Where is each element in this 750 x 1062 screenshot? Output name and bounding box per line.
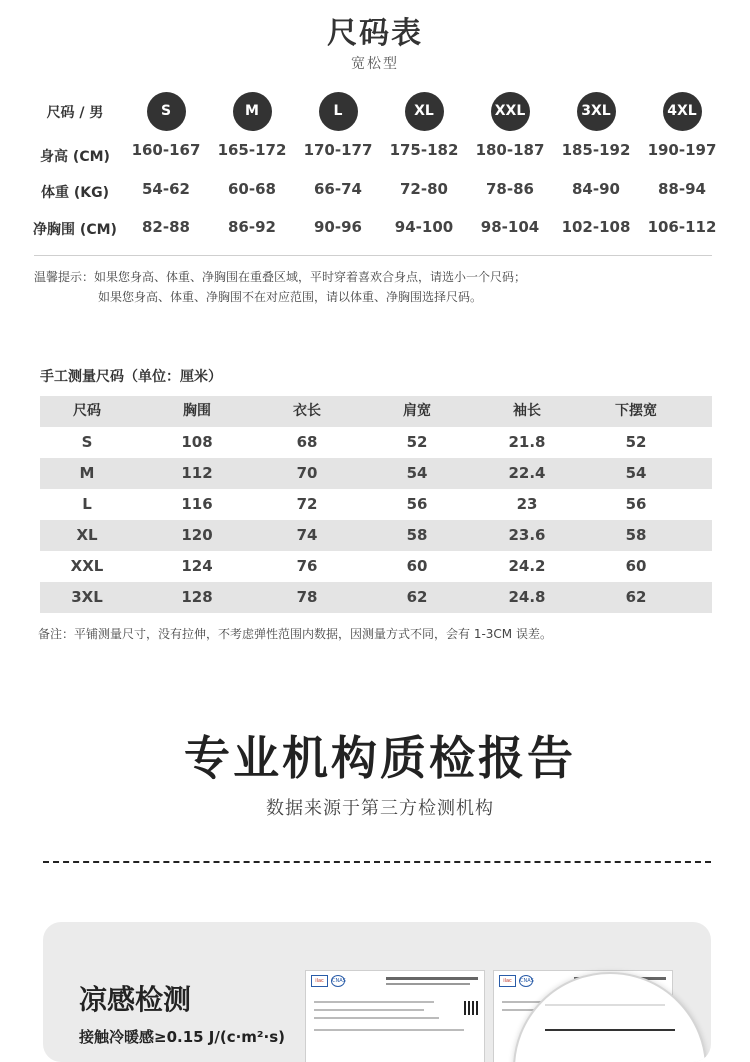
table-row bbox=[40, 582, 712, 613]
certification-logos bbox=[311, 975, 345, 987]
table-cell: 3XL bbox=[71, 588, 103, 606]
table-cell: 52 bbox=[406, 433, 428, 451]
height-cell: 175-182 bbox=[389, 141, 459, 159]
table-cell: 24.2 bbox=[508, 557, 546, 575]
table-header bbox=[40, 396, 712, 427]
size-circle: S bbox=[123, 92, 209, 131]
doc-text-line bbox=[314, 1017, 439, 1019]
table-row bbox=[40, 458, 712, 489]
page-title: 尺码表 bbox=[327, 16, 423, 51]
table-cell: 56 bbox=[406, 495, 428, 513]
doc-header-line bbox=[386, 983, 470, 985]
size-circle: XL bbox=[381, 92, 467, 131]
table-cell: 112 bbox=[181, 464, 213, 482]
table-cell: 108 bbox=[181, 433, 213, 451]
measure-note: 备注：平铺测量尺寸，没有拉伸，不考虑弹性范围内数据，因测量方式不同，会有 1-3CM 误差。 bbox=[38, 627, 552, 641]
table-cell: S bbox=[81, 433, 93, 451]
col-header: 袖长 bbox=[513, 403, 541, 419]
row-label-weight: 体重 (KG) bbox=[40, 185, 109, 201]
lens-line bbox=[545, 1004, 665, 1006]
cooling-test-panel bbox=[43, 922, 711, 1062]
table-cell: 62 bbox=[625, 588, 647, 606]
table-cell: 116 bbox=[181, 495, 213, 513]
table-cell: 62 bbox=[406, 588, 428, 606]
table-cell: 72 bbox=[296, 495, 318, 513]
panel-title: 凉感检测 bbox=[79, 983, 192, 1016]
size-circle: XXL bbox=[467, 92, 553, 131]
row-label-height: 身高 (CM) bbox=[40, 149, 110, 165]
measure-table bbox=[40, 396, 712, 613]
fit-type: 宽松型 bbox=[351, 56, 399, 72]
col-header: 尺码 bbox=[73, 403, 101, 419]
table-cell: 21.8 bbox=[508, 433, 546, 451]
panel-subtitle: 接触冷暖感≥0.15 J/(c·m²·s) bbox=[79, 1028, 285, 1046]
doc-header-line bbox=[386, 977, 478, 980]
doc-text-line bbox=[314, 1029, 464, 1031]
size-row bbox=[30, 90, 725, 134]
report-subtitle: 数据来源于第三方检测机构 bbox=[266, 798, 494, 819]
table-cell: 70 bbox=[296, 464, 318, 482]
cnas-logo: CNAS bbox=[519, 975, 533, 987]
table-cell: 76 bbox=[296, 557, 318, 575]
table-cell: 128 bbox=[181, 588, 213, 606]
col-header: 下摆宽 bbox=[615, 403, 657, 419]
size-circle: 3XL bbox=[553, 92, 639, 131]
tip-line-1: 温馨提示：如果您身高、体重、净胸围在重叠区域，平时穿着喜欢合身点，请选小一个尺码； bbox=[34, 270, 527, 284]
weight-cell: 88-94 bbox=[658, 180, 706, 198]
height-cell: 160-167 bbox=[131, 141, 201, 159]
ilac-logo: ilac bbox=[499, 975, 516, 987]
height-row bbox=[30, 134, 725, 172]
table-cell: 23.6 bbox=[508, 526, 546, 544]
table-cell: 24.8 bbox=[508, 588, 546, 606]
weight-cell: 60-68 bbox=[228, 180, 276, 198]
table-row bbox=[40, 551, 712, 582]
report-title: 专业机构质检报告 bbox=[184, 731, 576, 785]
row-label-chest: 净胸围 (CM) bbox=[33, 222, 117, 238]
tip-line-2: 如果您身高、体重、净胸围不在对应范围，请以体重、净胸围选择尺码。 bbox=[98, 290, 483, 304]
table-cell: M bbox=[79, 464, 95, 482]
chest-cell: 106-112 bbox=[647, 218, 717, 236]
table-cell: 54 bbox=[625, 464, 647, 482]
table-cell: 58 bbox=[406, 526, 428, 544]
table-cell: XL bbox=[76, 526, 98, 544]
table-cell: 60 bbox=[625, 557, 647, 575]
measure-title: 手工测量尺码（单位：厘米） bbox=[40, 369, 222, 385]
ilac-logo: ilac bbox=[311, 975, 328, 987]
table-cell: 78 bbox=[296, 588, 318, 606]
table-row bbox=[40, 520, 712, 551]
weight-cell: 72-80 bbox=[400, 180, 448, 198]
table-cell: 56 bbox=[625, 495, 647, 513]
table-cell: XXL bbox=[70, 557, 104, 575]
lens-line bbox=[545, 1029, 675, 1031]
chest-cell: 94-100 bbox=[394, 218, 454, 236]
weight-cell: 78-86 bbox=[486, 180, 534, 198]
height-cell: 165-172 bbox=[217, 141, 287, 159]
chest-cell: 102-108 bbox=[561, 218, 631, 236]
col-header: 肩宽 bbox=[403, 403, 431, 419]
height-cell: 170-177 bbox=[303, 141, 373, 159]
height-cell: 190-197 bbox=[647, 141, 717, 159]
weight-cell: 66-74 bbox=[314, 180, 362, 198]
table-row bbox=[40, 489, 712, 520]
table-cell: 58 bbox=[625, 526, 647, 544]
col-header: 胸围 bbox=[183, 403, 211, 419]
table-cell: 124 bbox=[181, 557, 213, 575]
table-cell: 74 bbox=[296, 526, 318, 544]
weight-cell: 54-62 bbox=[142, 180, 190, 198]
row-label-size: 尺码 / 男 bbox=[46, 105, 104, 121]
dashed-divider bbox=[43, 861, 711, 863]
size-circle: L bbox=[295, 92, 381, 131]
qr-code-icon bbox=[464, 1001, 478, 1015]
cnas-logo: CNAS bbox=[331, 975, 345, 987]
height-cell: 180-187 bbox=[475, 141, 545, 159]
table-cell: 54 bbox=[406, 464, 428, 482]
table-cell: 23 bbox=[516, 495, 538, 513]
chest-cell: 86-92 bbox=[228, 218, 276, 236]
chest-cell: 90-96 bbox=[314, 218, 362, 236]
table-cell: 120 bbox=[181, 526, 213, 544]
table-cell: 22.4 bbox=[508, 464, 546, 482]
table-cell: 52 bbox=[625, 433, 647, 451]
doc-text-line bbox=[314, 1009, 424, 1011]
size-circle: M bbox=[209, 92, 295, 131]
chest-cell: 82-88 bbox=[142, 218, 190, 236]
divider bbox=[34, 255, 712, 256]
certification-logos bbox=[499, 975, 533, 987]
height-cell: 185-192 bbox=[561, 141, 631, 159]
size-circle: 4XL bbox=[639, 92, 725, 131]
weight-row bbox=[30, 172, 725, 210]
table-cell: 60 bbox=[406, 557, 428, 575]
weight-cell: 84-90 bbox=[572, 180, 620, 198]
table-row bbox=[40, 427, 712, 458]
size-chart bbox=[30, 90, 725, 248]
chest-row bbox=[30, 210, 725, 248]
table-cell: L bbox=[82, 495, 92, 513]
report-document-image[interactable] bbox=[305, 970, 485, 1062]
doc-text-line bbox=[314, 1001, 434, 1003]
col-header: 衣长 bbox=[293, 403, 321, 419]
table-cell: 68 bbox=[296, 433, 318, 451]
chest-cell: 98-104 bbox=[480, 218, 540, 236]
